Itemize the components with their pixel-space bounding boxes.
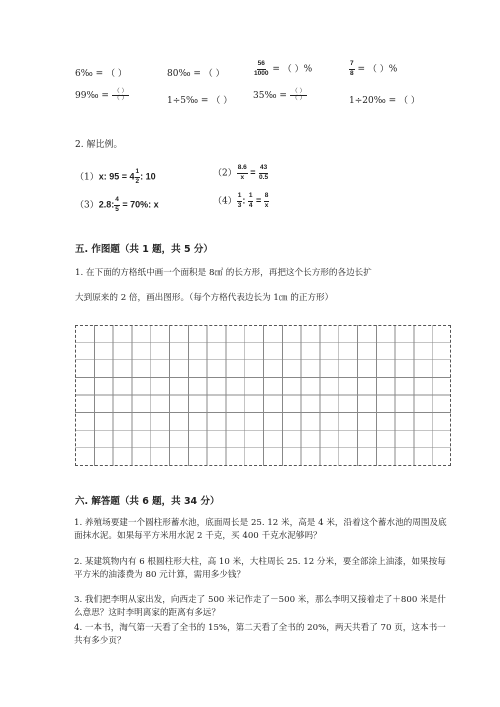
calc-item-6: 1÷5‰ = （ ） (167, 96, 233, 106)
question-1: 1. 养殖场要建一个圆柱形蓄水池，底面周长是 25. 12 米，高是 4 米，沿着这个蓄水池的周围及底面抹水泥。如果每平方米用水泥 2 千克，买 400 千克水泥够吗？ (74, 518, 447, 541)
calc-item-1: 6‰ = （ ） (75, 69, 127, 79)
fraction: $\frac{1}{2}$ (135, 168, 140, 185)
fraction-blank: （ ） （ ） (113, 89, 128, 102)
section-5-question-line-2: 大到原来的 2 倍，画出图形。（每个方格代表边长为 1㎝ 的正方形） (75, 293, 334, 303)
calc-item-2: 80‰ = （ ） (167, 69, 225, 79)
fraction: $\frac{7}{8}$ (350, 60, 354, 77)
fraction: $\frac{8.6}{x}$ (237, 164, 247, 181)
calc-item-4: $\frac{7}{8}$ = （ ）% (350, 60, 398, 77)
section-5-title: 五. 作图题（共 1 题，共 5 分） (75, 244, 213, 255)
fraction: $\frac{1}{3}$ (237, 192, 242, 209)
fraction: $\frac{43}{0.5}$ (259, 164, 269, 181)
proportion-2: （2） $\frac{8.6}{x}$ = $\frac{43}{0.5}$ (213, 164, 269, 181)
fraction-blank: （ ） （ ） (291, 89, 306, 102)
calc-item-3: $\frac{56}{1000}$ = （ ）% (254, 60, 313, 77)
fraction: $\frac{56}{1000}$ (254, 60, 269, 77)
proportion-3: （3）2.8: $\frac{4}{5}$ = 70%: x (75, 196, 159, 213)
section-5-question-line-1: 1. 在下面的方格纸中画一个面积是 8㎠ 的长方形，再把这个长方形的各边长扩 (75, 268, 372, 278)
proportion-1: （1）x: 95 = 4 $\frac{1}{2}$ : 10 (75, 168, 156, 185)
grid-paper (75, 325, 451, 466)
solve-label: 2. 解比例。 (75, 140, 123, 150)
proportion-4: （4） $\frac{1}{3}$ : $\frac{1}{4}$ = $\frac{8}{x}$ (213, 192, 269, 209)
fraction: $\frac{8}{x}$ (264, 192, 269, 209)
question-2: 2. 某建筑物内有 6 根圆柱形大柱，高 10 米，大柱周长 25. 12 分米，要全部涂上油漆，如果按每平方米的油漆费为 80 元计算，需用多少钱？ (74, 557, 446, 580)
fraction: $\frac{4}{5}$ (115, 196, 119, 213)
section-6-title: 六. 解答题（共 6 题，共 34 分） (75, 496, 220, 507)
calc-item-8: 1÷20‰ = （ ） (349, 96, 420, 106)
calc-item-7: 35‰ = （ ） （ ） (253, 89, 306, 102)
calc-item-5: 99‰ = （ ） （ ） (75, 89, 128, 102)
fraction: $\frac{1}{4}$ (248, 192, 253, 209)
question-4: 4. 一本书，淘气第一天看了全书的 15%，第二天看了全书的 20%，两天共看了 70 页，这本书一共有多少页？ (74, 623, 446, 646)
question-3: 3. 我们把李明从家出发，向西走了 500 米记作走了－500 米，那么李明又接着走了＋800 米是什么意思？这时李明离家的距离有多远？ (74, 595, 446, 618)
